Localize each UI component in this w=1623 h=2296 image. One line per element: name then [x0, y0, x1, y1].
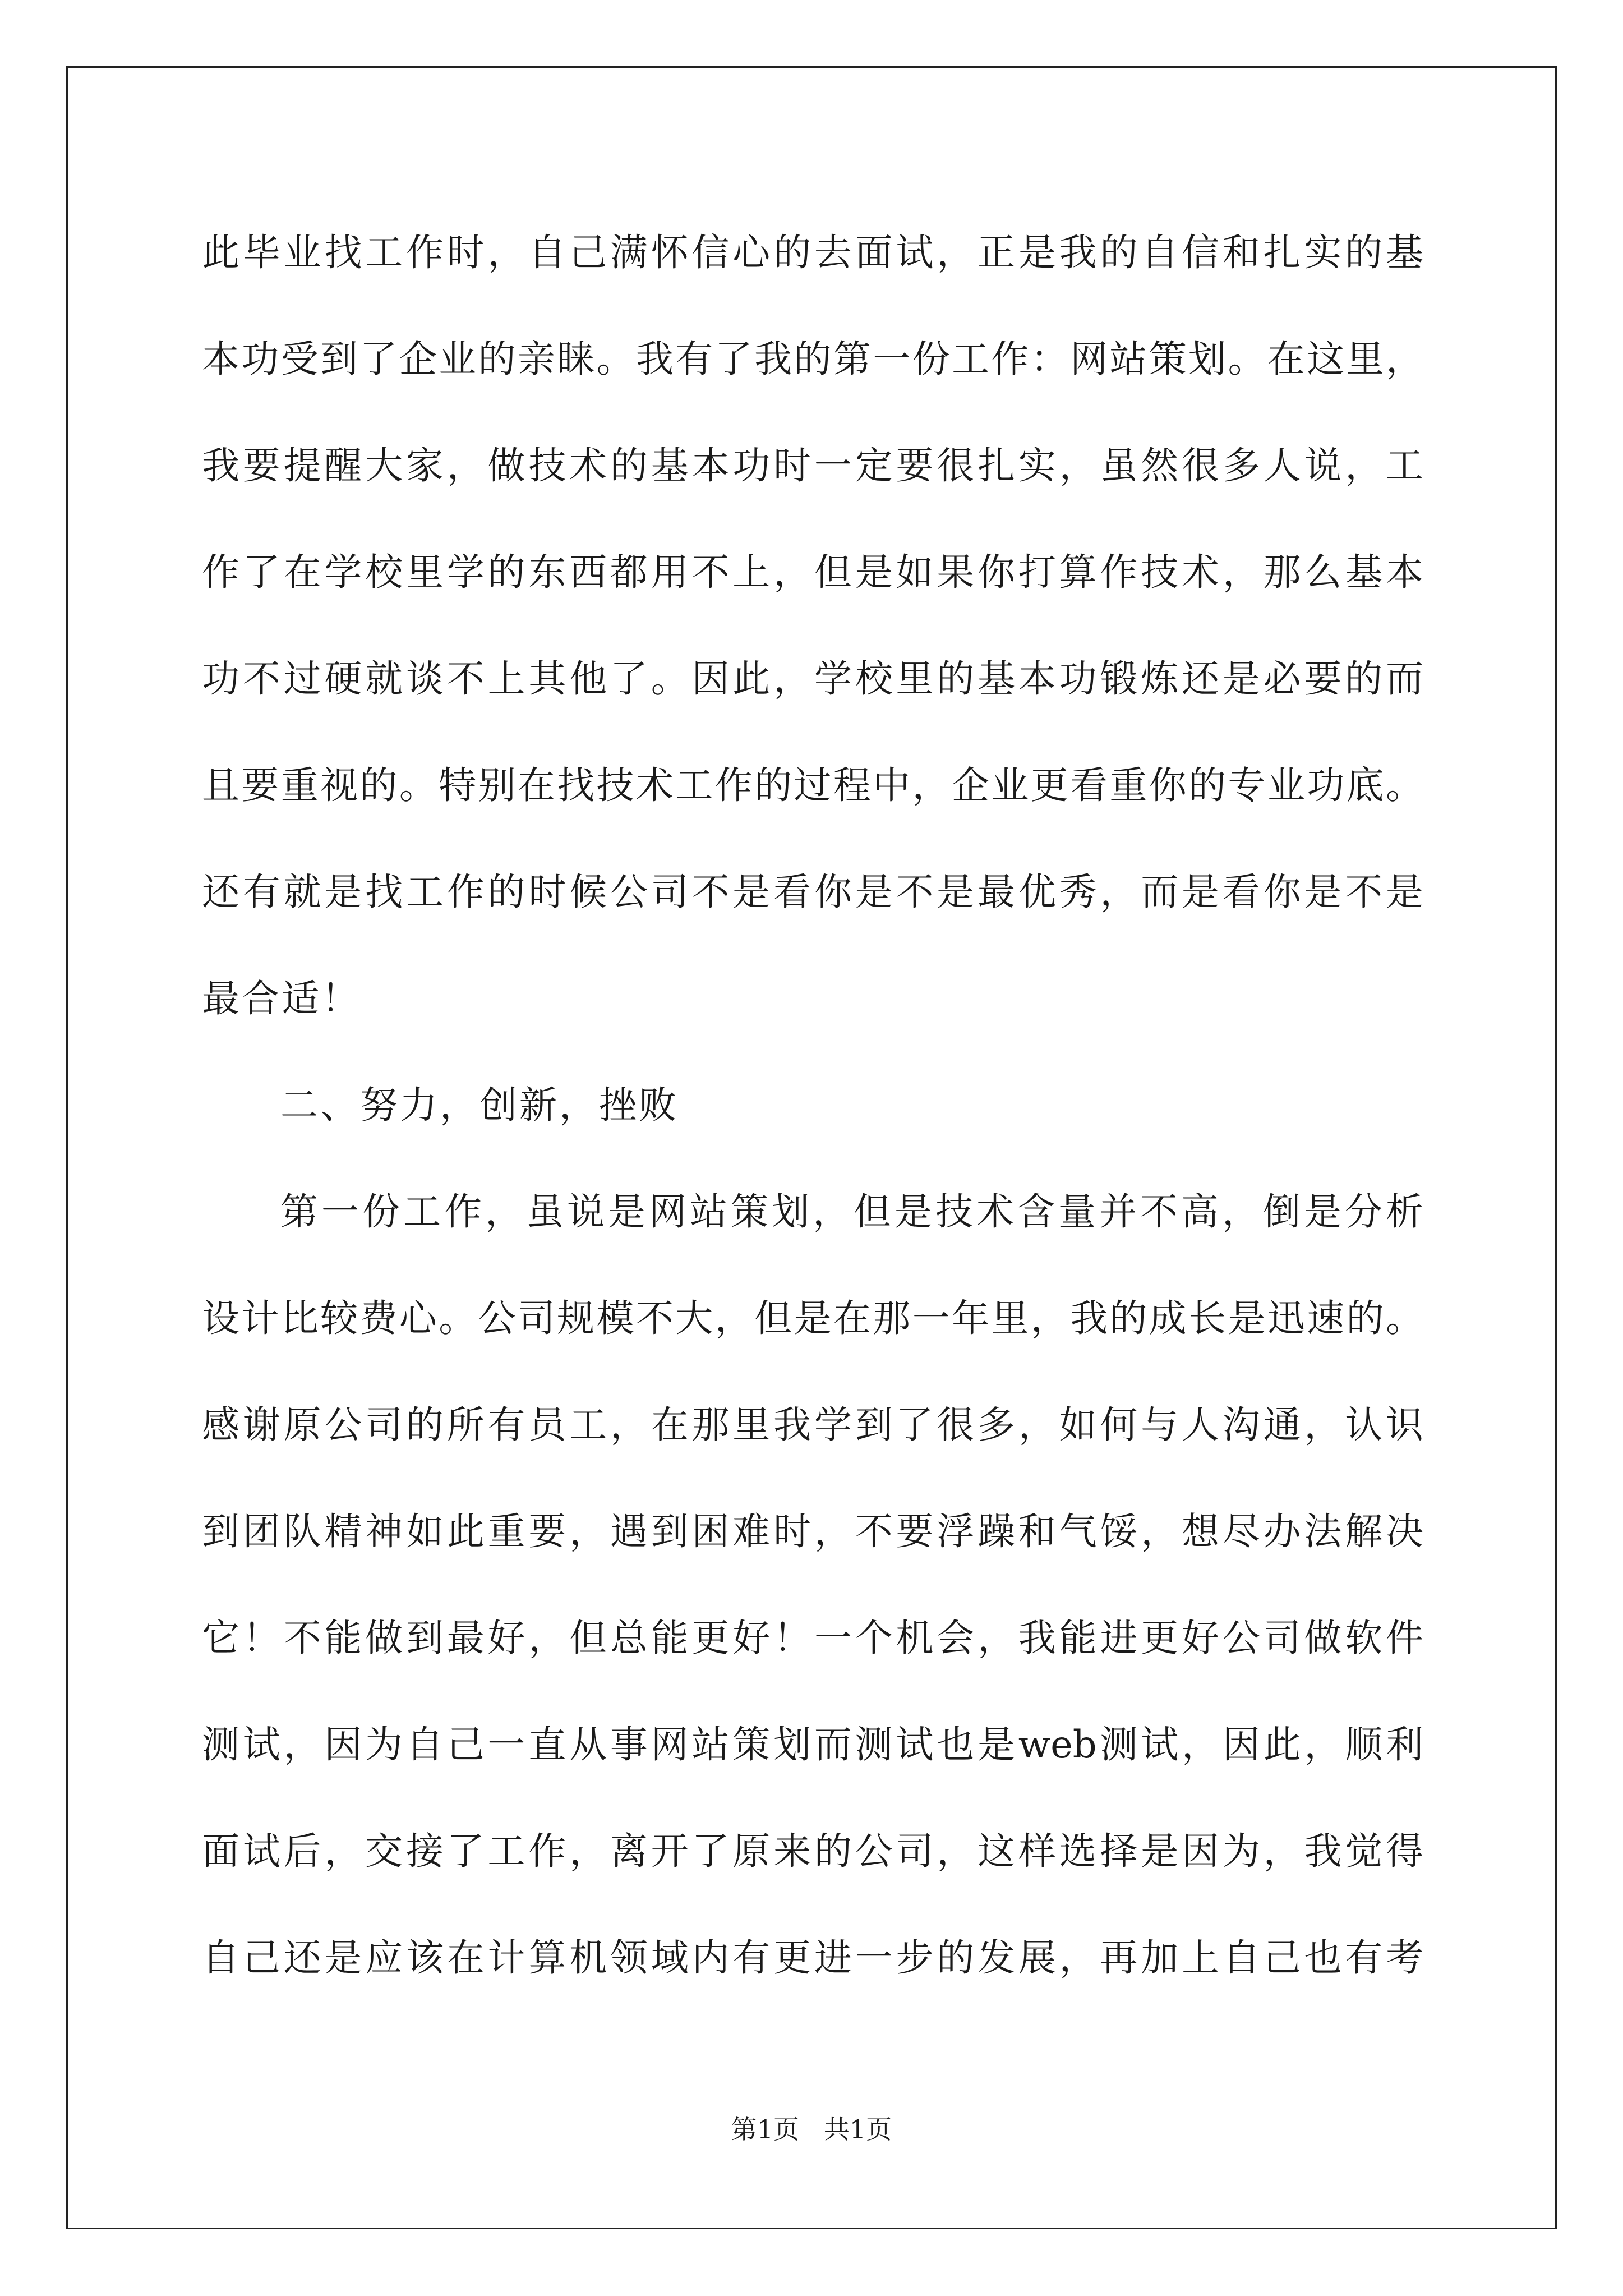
text-line: 第一份工作，虽说是网站策划，但是技术含量并不高，倒是分析: [280, 1190, 1423, 1234]
text-line: 作了在学校里学的东西都用不上，但是如果你打算作技术，那么基本: [202, 550, 1423, 594]
text-line: 我要提醒大家，做技术的基本功时一定要很扎实，虽然很多人说，工: [202, 444, 1423, 487]
page-border: [66, 66, 1557, 2229]
text-line: 到团队精神如此重要，遇到困难时，不要浮躁和气馁，想尽办法解决: [202, 1510, 1423, 1553]
text-line: 且要重视的。特别在找技术工作的过程中，企业更看重你的专业功底。: [202, 763, 1423, 807]
text-line: 本功受到了企业的亲睐。我有了我的第一份工作：网站策划。在这里，: [202, 337, 1423, 381]
text-line: 功不过硬就谈不上其他了。因此，学校里的基本功锻炼还是必要的而: [202, 657, 1423, 701]
text-line: 测试，因为自己一直从事网站策划而测试也是web测试，因此，顺利: [202, 1723, 1423, 1766]
section-heading: 二、努力，创新，挫败: [280, 1083, 679, 1127]
page-footer: 第1页 共1页: [731, 2114, 892, 2145]
text-line: 它！不能做到最好，但总能更好！一个机会，我能进更好公司做软件: [202, 1616, 1423, 1660]
text-line: 感谢原公司的所有员工，在那里我学到了很多，如何与人沟通，认识: [202, 1403, 1423, 1447]
text-line: 面试后，交接了工作，离开了原来的公司，这样选择是因为，我觉得: [202, 1829, 1423, 1873]
text-line: 自己还是应该在计算机领域内有更进一步的发展，再加上自己也有考: [202, 1936, 1423, 1980]
text-line: 还有就是找工作的时候公司不是看你是不是最优秀，而是看你是不是: [202, 870, 1423, 914]
text-line: 最合适！: [202, 977, 361, 1020]
text-line: 此毕业找工作时，自己满怀信心的去面试，正是我的自信和扎实的基: [202, 231, 1423, 274]
text-line: 设计比较费心。公司规模不大，但是在那一年里，我的成长是迅速的。: [202, 1296, 1423, 1340]
